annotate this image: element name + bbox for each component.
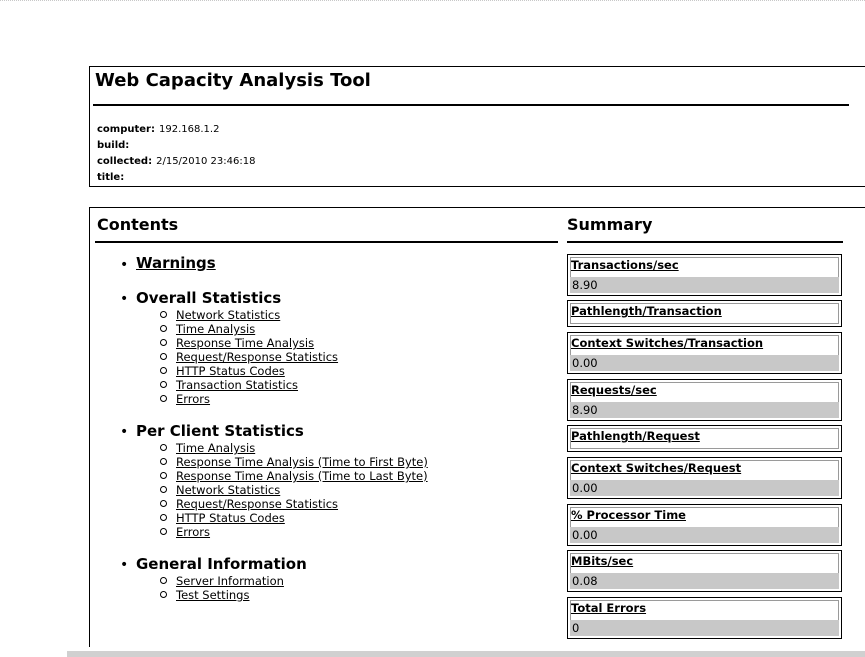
bullet-icon: •: [120, 257, 129, 273]
circle-bullet-icon: [160, 472, 167, 479]
toc-item[interactable]: Errors: [160, 392, 210, 406]
summary-card-context-switches-transaction: [567, 332, 842, 374]
bullet-icon: •: [120, 291, 129, 307]
circle-bullet-icon: [160, 500, 167, 507]
summary-value: 0: [570, 620, 839, 636]
summary-value: 0.00: [570, 527, 839, 543]
toc-item[interactable]: Request/Response Statistics: [160, 350, 338, 364]
summary-card-mbits-sec: [567, 550, 842, 592]
circle-bullet-icon: [160, 339, 167, 346]
circle-bullet-icon: [160, 395, 167, 402]
toc-item[interactable]: Test Settings: [160, 588, 249, 602]
summary-value: 8.90: [570, 402, 839, 418]
circle-bullet-icon: [160, 528, 167, 535]
horizontal-scrollbar[interactable]: [67, 651, 865, 657]
summary-value: 0.00: [570, 480, 839, 496]
bullet-icon: •: [120, 424, 129, 440]
summary-value: 0.00: [570, 355, 839, 371]
toc-item[interactable]: HTTP Status Codes: [160, 364, 285, 378]
summary-link[interactable]: Pathlength/Transaction: [571, 304, 722, 318]
meta-collected: collected: 2/15/2010 23:46:18: [97, 156, 256, 167]
summary-link[interactable]: Pathlength/Request: [571, 429, 700, 443]
toc-item[interactable]: Server Information: [160, 574, 284, 588]
toc-link-warnings[interactable]: Warnings: [136, 254, 216, 272]
header-divider: [93, 104, 849, 106]
summary-card-pathlength-transaction: [567, 300, 842, 327]
toc-heading-per-client: Per Client Statistics: [136, 422, 304, 440]
summary-link[interactable]: Context Switches/Request: [571, 461, 742, 475]
toc-item[interactable]: Errors: [160, 525, 210, 539]
toc-item[interactable]: Transaction Statistics: [160, 378, 298, 392]
toc-item[interactable]: Response Time Analysis (Time to Last Byte): [160, 469, 428, 483]
circle-bullet-icon: [160, 367, 167, 374]
toc-item[interactable]: Network Statistics: [160, 308, 280, 322]
meta-title: title:: [97, 172, 125, 183]
report-header: [89, 66, 865, 187]
summary-card-pathlength-request: [567, 425, 842, 452]
summary-link[interactable]: Requests/sec: [571, 383, 657, 397]
contents-divider: [95, 241, 558, 243]
toc-item[interactable]: HTTP Status Codes: [160, 511, 285, 525]
toc-item[interactable]: Time Analysis: [160, 441, 255, 455]
circle-bullet-icon: [160, 486, 167, 493]
summary-divider: [567, 241, 843, 243]
summary-card-processor-time: [567, 504, 842, 546]
circle-bullet-icon: [160, 311, 167, 318]
report-metadata: [97, 122, 255, 186]
contents-heading: Contents: [97, 215, 179, 234]
summary-value: 8.90: [570, 277, 839, 293]
circle-bullet-icon: [160, 353, 167, 360]
toc-item[interactable]: Request/Response Statistics: [160, 497, 338, 511]
summary-card-context-switches-request: [567, 457, 842, 499]
circle-bullet-icon: [160, 577, 167, 584]
top-dotted-border: [0, 0, 865, 1]
circle-bullet-icon: [160, 381, 167, 388]
circle-bullet-icon: [160, 444, 167, 451]
summary-link[interactable]: % Processor Time: [571, 508, 686, 522]
circle-bullet-icon: [160, 591, 167, 598]
report-body: [89, 207, 865, 647]
summary-card-total-errors: [567, 597, 842, 639]
summary-heading: Summary: [567, 215, 653, 234]
toc-item[interactable]: Response Time Analysis: [160, 336, 314, 350]
circle-bullet-icon: [160, 458, 167, 465]
toc-item[interactable]: Time Analysis: [160, 322, 255, 336]
toc-heading-general: General Information: [136, 555, 307, 573]
toc-item[interactable]: Network Statistics: [160, 483, 280, 497]
toc-item[interactable]: Response Time Analysis (Time to First Byte): [160, 455, 428, 469]
circle-bullet-icon: [160, 514, 167, 521]
summary-link[interactable]: Total Errors: [571, 601, 647, 615]
meta-build: build:: [97, 140, 130, 151]
meta-computer: computer: 192.168.1.2: [97, 124, 220, 135]
summary-link[interactable]: MBits/sec: [571, 554, 634, 568]
summary-card-requests-sec: [567, 379, 842, 421]
summary-value: 0.08: [570, 573, 839, 589]
toc-heading-overall: Overall Statistics: [136, 289, 282, 307]
bullet-icon: •: [120, 557, 129, 573]
page-title: Web Capacity Analysis Tool: [95, 70, 371, 91]
summary-link[interactable]: Transactions/sec: [571, 258, 679, 272]
summary-link[interactable]: Context Switches/Transaction: [571, 336, 764, 350]
circle-bullet-icon: [160, 325, 167, 332]
summary-card-transactions-sec: [567, 254, 842, 296]
